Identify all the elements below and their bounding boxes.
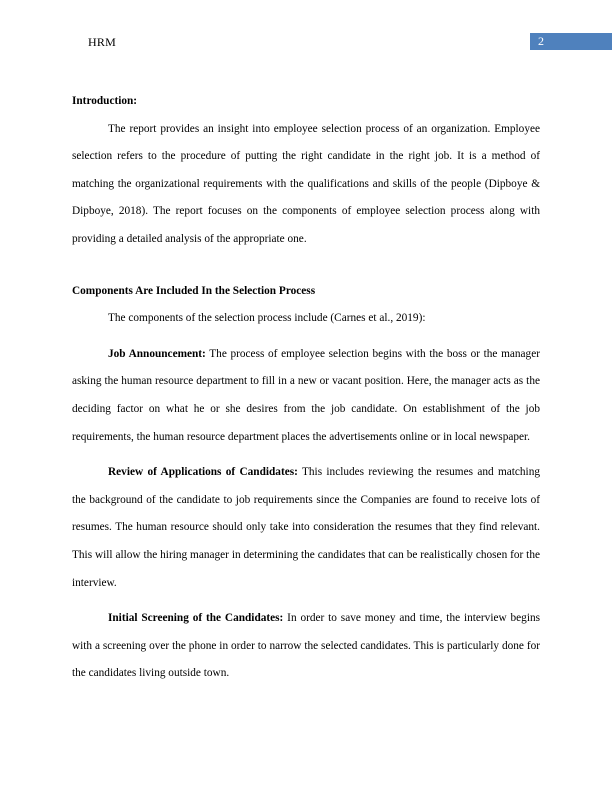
job-announcement-paragraph bbox=[72, 341, 540, 451]
paragraph-spacer bbox=[72, 333, 540, 341]
paragraph-spacer bbox=[72, 451, 540, 459]
introduction-paragraph: The report provides an insight into employee selection process of an organization. Employee selection refers to the procedure of putting the right candidate in the right job. It is a method of matching the organizational requirements with the qualifications and skills of the people (Dipboye & Dipboye, 2018). The report focuses on the components of employee selection process along with providing a detailed analysis of the appropriate one. bbox=[72, 122, 540, 245]
components-lead-in: The components of the selection process include (Carnes et al., 2019): bbox=[108, 312, 426, 325]
running-head: HRM bbox=[88, 35, 116, 49]
review-applications-text: This includes reviewing the resumes and matching the background of the candidate to job requirements since the Companies are found to receive lots of resumes. The human resource should only take into consideration the resumes that they find relevant. This will allow the hiring manager in determining the candidates that can be realistically chosen for the interview. bbox=[72, 466, 540, 589]
job-announcement-title: Job Announcement: bbox=[108, 347, 206, 360]
page-number: 2 bbox=[538, 34, 544, 48]
initial-screening-title: Initial Screening of the Candidates: bbox=[108, 612, 284, 625]
components-heading: Components Are Included In the Selection Process bbox=[72, 284, 316, 297]
review-applications-title: Review of Applications of Candidates: bbox=[108, 466, 298, 479]
initial-screening-text: In order to save money and time, the interview begins with a screening over the phone in order to narrow the selected candidates. This is particularly done for the candidates living outside town. bbox=[72, 612, 541, 680]
page-number-box bbox=[530, 33, 612, 50]
introduction-heading: Introduction: bbox=[72, 95, 138, 107]
paragraph-spacer bbox=[72, 597, 540, 605]
review-applications-paragraph bbox=[72, 459, 540, 597]
document-body bbox=[72, 88, 540, 688]
section-spacer bbox=[72, 254, 540, 278]
job-announcement-text: The process of employee selection begins with the boss or the manager asking the human resource department to fill in a new or vacant position. Here, the manager acts as the deciding factor on what he or she desires from the job candidate. On establishment of the job requirements, the human resource department places the advertisements online or in local newspaper. bbox=[72, 347, 540, 443]
initial-screening-paragraph bbox=[72, 605, 540, 688]
